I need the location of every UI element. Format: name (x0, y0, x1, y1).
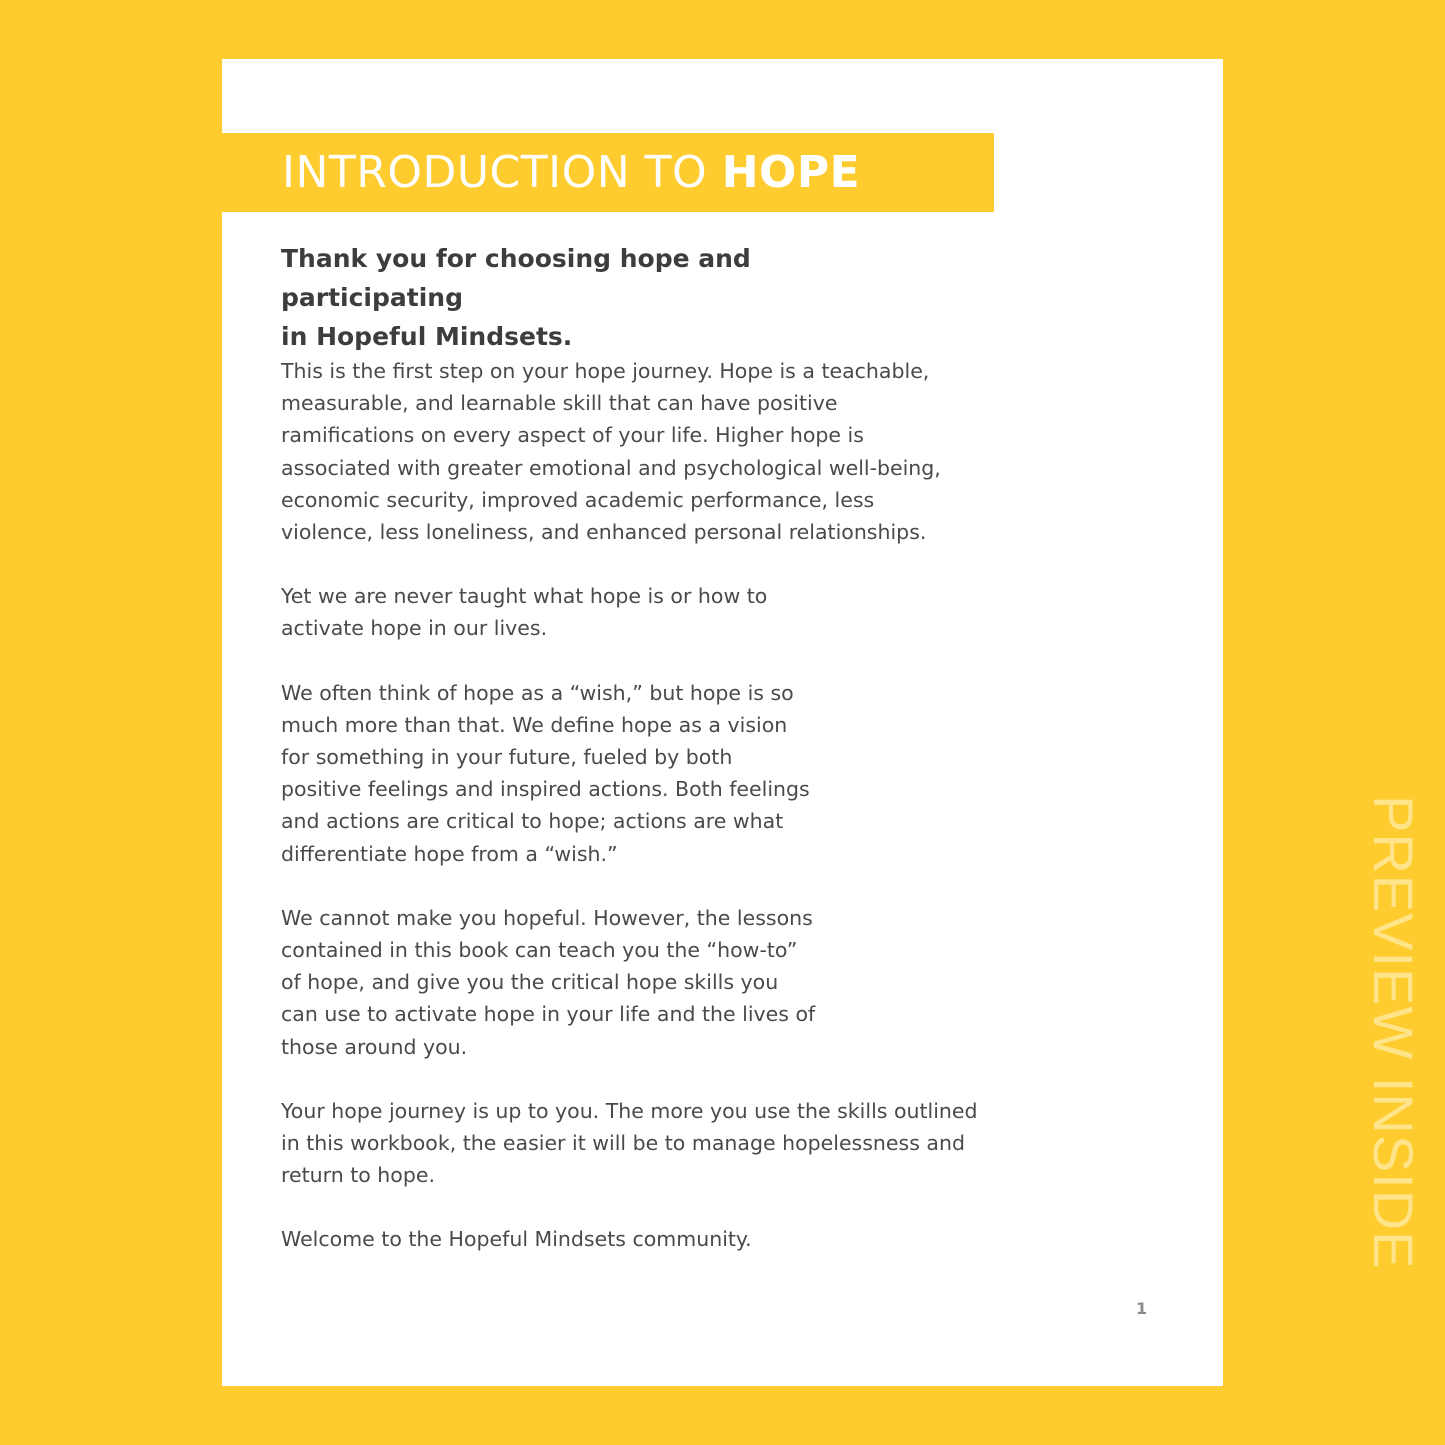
lead-line-1: Thank you for choosing hope and participating (281, 244, 751, 312)
preview-watermark-text: PREVIEW INSIDE (1362, 795, 1425, 1270)
workbook-page (222, 59, 1223, 1386)
page-number: 1 (1136, 1299, 1148, 1318)
body-text (281, 355, 1001, 1288)
preview-watermark (1358, 795, 1428, 1355)
paragraph: We cannot make you hopeful. However, the lessons contained in this book can teach you the “how-to” of hope, and give you the critical hope skills you can use to activate hope in your life and the lives of those around you. (281, 905, 816, 1059)
page-title-light: INTRODUCTION TO (282, 147, 708, 198)
paragraph: Welcome to the Hopeful Mindsets community. (281, 1227, 752, 1252)
paragraph: We often think of hope as a “wish,” but hope is so much more than that. We define hope as a vision for something in your future, fueled by both positive feelings and inspired actions. Both feelings and actions are critical to hope; actions are what differentiate hope from a “wish.” (281, 680, 810, 866)
page-title-bold: HOPE (721, 147, 861, 198)
title-band (222, 133, 994, 212)
lead-line-2: in Hopeful Mindsets. (281, 322, 573, 351)
paragraph: Yet we are never taught what hope is or how to activate hope in our lives. (281, 584, 768, 641)
paragraph: Your hope journey is up to you. The more you use the skills outlined in this workbook, the easier it will be to manage hopelessness and return to hope. (281, 1098, 978, 1188)
paragraph: This is the first step on your hope journey. Hope is a teachable, measurable, and learnable skill that can have positive ramifications on every aspect of your life. Higher hope is associated with greater emotional and psychological well-being, economic security, improved academic performance, less violence, less loneliness, and enhanced personal relationships. (281, 359, 941, 545)
page-title (282, 148, 860, 198)
